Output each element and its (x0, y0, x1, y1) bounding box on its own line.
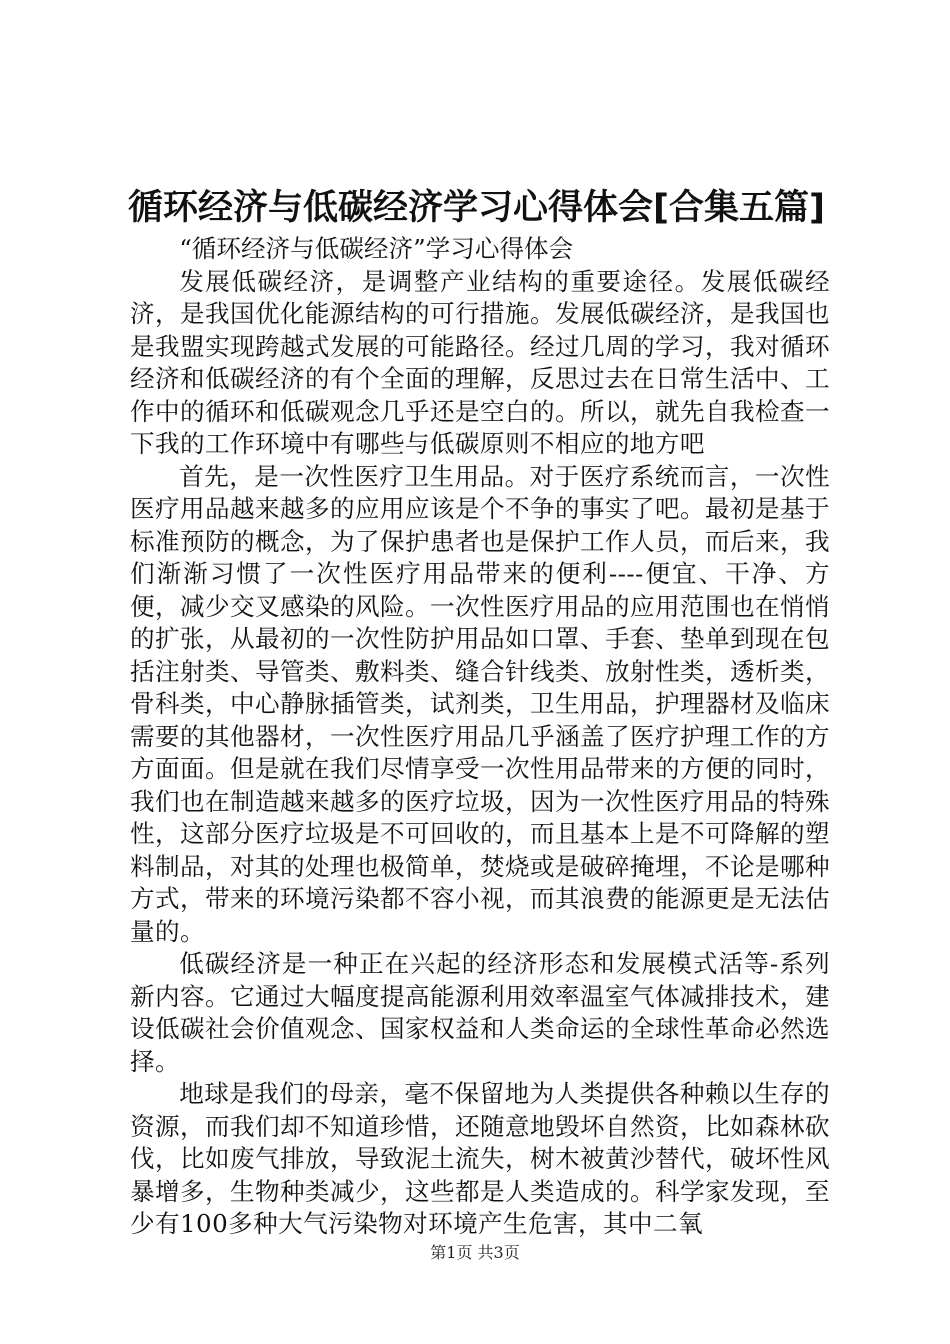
paragraph: 低碳经济是一种正在兴起的经济形态和发展模式活等-系列新内容。它通过大幅度提高能源利用效率温室气体减排技术，建设低碳社会价值观念、国家权益和人类命运的全球性革命必然选择。 (130, 949, 830, 1076)
document-title: 循环经济与低碳经济学习心得体会[合集五篇] (128, 188, 825, 228)
document-subtitle: “循环经济与低碳经济”学习心得体会 (179, 234, 574, 263)
page-number: 第1页 共3页 (430, 1243, 520, 1262)
paragraph: 发展低碳经济，是调整产业结构的重要途径。发展低碳经济，是我国优化能源结构的可行措施。发展低碳经济，是我国也是我盟实现跨越式发展的可能路径。经过几周的学习，我对循环经济和低碳经济的有个全面的理解，反思过去在日常生活中、工作中的循环和低碳观念几乎还是空白的。所以，就先自我检查一下我的工作环境中有哪些与低碳原则不相应的地方吧 (130, 266, 830, 458)
paragraph: 首先，是一次性医疗卫生用品。对于医疗系统而言，一次性医疗用品越来越多的应用应该是个不争的事实了吧。最初是基于标准预防的概念，为了保护患者也是保护工作人员，而后来，我们渐渐习惯了一次性医疗用品带来的便利----便宜、干净、方便，减少交叉感染的风险。一次性医疗用品的应用范围也在悄悄的扩张，从最初的一次性防护用品如口罩、手套、垫单到现在包括注射类、导管类、敷料类、缝合针线类、放射性类，透析类，骨科类，中心静脉插管类，试剂类，卫生用品，护理器材及临床需要的其他器材，一次性医疗用品几乎涵盖了医疗护理工作的方方面面。但是就在我们尽情享受一次性用品带来的方便的同时，我们也在制造越来越多的医疗垃圾，因为一次性医疗用品的特殊性，这部分医疗垃圾是不可回收的，而且基本上是不可降解的塑料制品，对其的处理也极简单，焚烧或是破碎掩埋，不论是哪种方式，带来的环境污染都不容小视，而其浪费的能源更是无法估量的。 (130, 461, 830, 946)
document-body (130, 233, 830, 1241)
paragraph: 地球是我们的母亲，毫不保留地为人类提供各种赖以生存的资源，而我们却不知道珍惜，还随意地毁坏自然资，比如森林砍伐，比如废气排放，导致泥土流失，树木被黄沙替代，破坏性风暴增多，生物种类减少，这些都是人类造成的。科学家发现，至少有100多种大气污染物对环境产生危害，其中二氧 (130, 1079, 830, 1238)
